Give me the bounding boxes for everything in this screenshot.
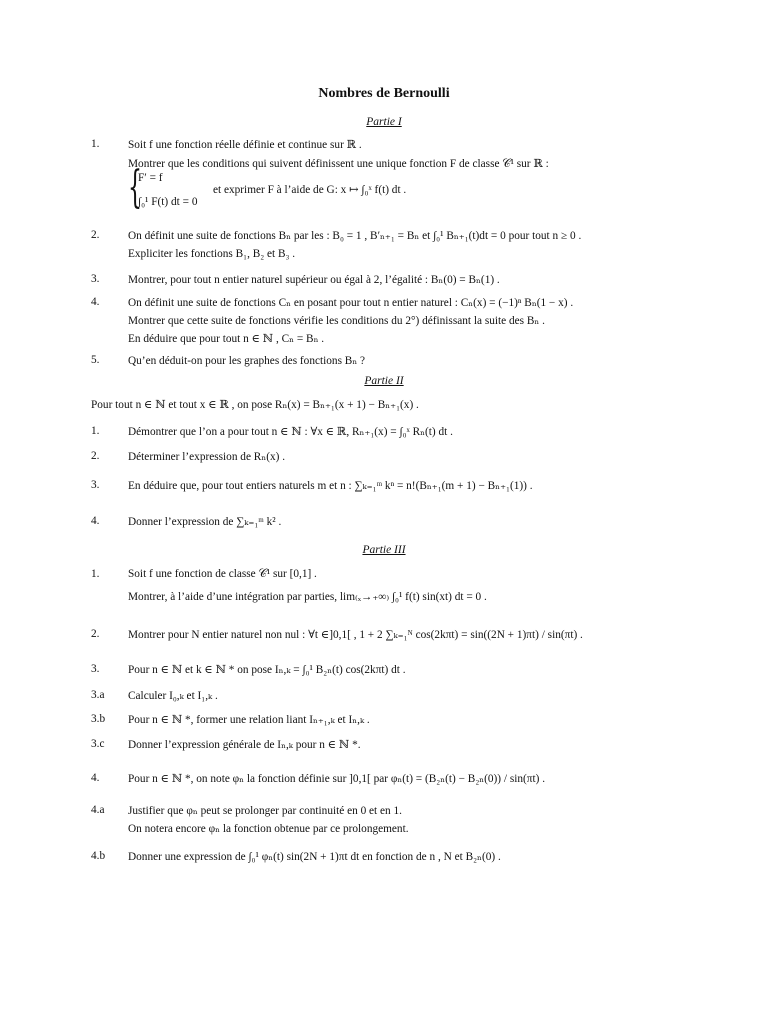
question-text: On définit une suite de fonctions Bₙ par les : B₀ = 1 , B′ₙ₊₁ = Bₙ et ∫₀¹ Bₙ₊₁(t)dt = 0 pour tout n ≥ 0 .	[128, 230, 582, 242]
question-number: 4.	[91, 296, 100, 308]
question-text: En déduire que, pour tout entiers naturels m et n : ∑ₖ₌₁ᵐ kⁿ = n!(Bₙ₊₁(m + 1) − Bₙ₊₁(1)) .	[128, 480, 533, 492]
question-number: 3.	[91, 663, 100, 675]
question-number: 1.	[91, 568, 100, 580]
question-number: 2.	[91, 450, 100, 462]
brace-icon: {	[128, 162, 142, 213]
question-text: Montrer que cette suite de fonctions vérifie les conditions du 2°) définissant la suite des Bₙ .	[128, 315, 545, 327]
question-number: 3.c	[91, 738, 105, 750]
question-text: Calculer I₀,ₖ et I₁,ₖ .	[128, 690, 218, 702]
question-number: 2.	[91, 628, 100, 640]
question-number: 3.	[91, 273, 100, 285]
question-text: Montrer que les conditions qui suivent définissent une unique fonction F de classe 𝒞¹ sur ℝ :	[128, 158, 549, 170]
equation: ∫₀¹ F(t) dt = 0	[138, 196, 198, 208]
question-text: Déterminer l’expression de Rₙ(x) .	[128, 451, 286, 463]
part-heading-2: Partie II	[364, 375, 404, 387]
part-heading-3: Partie III	[362, 544, 406, 556]
question-number: 1.	[91, 425, 100, 437]
question-text: Pour n ∈ ℕ *, former une relation liant Iₙ₊₁,ₖ et Iₙ,ₖ .	[128, 714, 370, 726]
question-number: 4.a	[91, 804, 105, 816]
question-text: Pour n ∈ ℕ *, on note φₙ la fonction définie sur ]0,1[ par φₙ(t) = (B₂ₙ(t) − B₂ₙ(0)) / sin(πt) .	[128, 773, 546, 785]
question-text: Montrer pour N entier naturel non nul : ∀t ∈]0,1[ , 1 + 2 ∑ₖ₌₁ᴺ cos(2kπt) = sin((2N + 1)πt) / sin(πt) .	[128, 629, 583, 641]
question-text: Donner l’expression de ∑ₖ₌₁ᵐ k² .	[128, 516, 282, 528]
document-title: Nombres de Bernoulli	[318, 86, 450, 101]
question-text: Donner une expression de ∫₀¹ φₙ(t) sin(2N + 1)πt dt en fonction de n , N et B₂ₙ(0) .	[128, 851, 501, 863]
question-text: On notera encore φₙ la fonction obtenue par ce prolongement.	[128, 823, 409, 835]
question-text: Soit f une fonction réelle définie et continue sur ℝ .	[128, 139, 362, 151]
question-text: En déduire que pour tout n ∈ ℕ , Cₙ = Bₙ .	[128, 333, 325, 345]
question-text: Qu’en déduit-on pour les graphes des fonctions Bₙ ?	[128, 355, 366, 367]
question-number: 3.	[91, 479, 100, 491]
question-text: On définit une suite de fonctions Cₙ en posant pour tout n entier naturel : Cₙ(x) = (−1)ⁿ Bₙ(1 − x) .	[128, 297, 574, 309]
question-number: 1.	[91, 138, 100, 150]
question-number: 4.b	[91, 850, 106, 862]
question-text: Expliciter les fonctions B₁, B₂ et B₃ .	[128, 248, 296, 260]
question-number: 3.a	[91, 689, 105, 701]
question-number: 2.	[91, 229, 100, 241]
question-number: 4.	[91, 515, 100, 527]
equation: F′ = f	[138, 172, 163, 184]
question-text: Justifier que φₙ peut se prolonger par continuité en 0 et en 1.	[128, 805, 402, 817]
equation-system	[128, 162, 218, 213]
question-text: Montrer, pour tout n entier naturel supérieur ou égal à 2, l’égalité : Bₙ(0) = Bₙ(1) .	[128, 274, 500, 286]
question-text: Pour n ∈ ℕ et k ∈ ℕ * on pose Iₙ,ₖ = ∫₀¹ B₂ₙ(t) cos(2kπt) dt .	[128, 664, 406, 676]
part-heading-1: Partie I	[366, 116, 402, 128]
question-text: et exprimer F à l’aide de G: x ↦ ∫₀ˣ f(t) dt .	[213, 184, 407, 196]
part-intro: Pour tout n ∈ ℕ et tout x ∈ ℝ , on pose Rₙ(x) = Bₙ₊₁(x + 1) − Bₙ₊₁(x) .	[91, 399, 419, 411]
question-text: Démontrer que l’on a pour tout n ∈ ℕ : ∀x ∈ ℝ, Rₙ₊₁(x) = ∫₀ˣ Rₙ(t) dt .	[128, 426, 453, 438]
question-text: Montrer, à l’aide d’une intégration par parties, lim₍ₓ→₊∞₎ ∫₀¹ f(t) sin(xt) dt = 0 .	[128, 591, 487, 603]
question-text: Donner l’expression générale de Iₙ,ₖ pour n ∈ ℕ *.	[128, 739, 361, 751]
question-number: 4.	[91, 772, 100, 784]
question-text: Soit f une fonction de classe 𝒞¹ sur [0,1] .	[128, 568, 317, 580]
question-number: 5.	[91, 354, 100, 366]
question-number: 3.b	[91, 713, 106, 725]
